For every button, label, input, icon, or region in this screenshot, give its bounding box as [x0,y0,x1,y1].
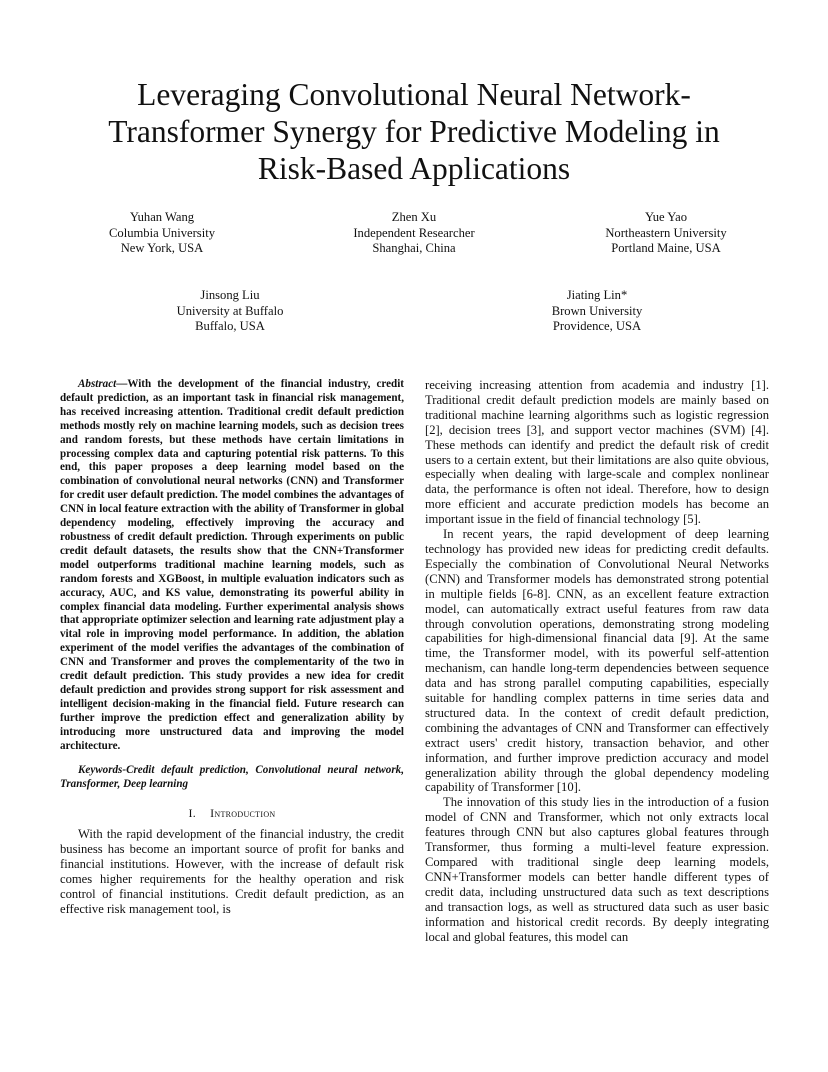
author-block [57,210,267,257]
abstract [60,378,404,753]
author-name: Yue Yao [645,210,687,224]
author-location: Portland Maine, USA [611,241,721,255]
abstract-text: —With the development of the financial industry, credit default prediction, as an important task in financial risk management, has received increasing attention. Traditional credit default prediction methods mostly rely on machine learning models, such as decision trees and random forests, but these methods have certain limitations in processing complex data and capturing potential risk patterns. To this end, this paper proposes a deep learning model based on the combination of convolutional neural networks (CNN) and Transformer for credit user default prediction. The model combines the advantages of CNN in local feature extraction with the ability of Transformer in global dependency modeling, effectively improving the accuracy and robustness of credit default prediction. Through experiments on public credit default datasets, the results show that the CNN+Transformer model outperforms traditional machine learning models, such as random forests and XGBoost, in multiple evaluation indicators such as accuracy, AUC, and KS value, demonstrating its powerful ability in complex financial data modeling. Further experimental analysis shows that appropriate optimizer selection and learning rate adjustment play a vital role in improving model performance. In addition, the ablation experiment of the model verifies the advantages of the combination of CNN and Transformer and proves the complementarity of the two in credit default prediction. This study provides a new idea for credit default prediction and provides strong support for risk assessment and intelligent decision-making in the financial field. Future research can further improve the prediction effect and generalization ability by introducing more unstructured data and improving the model architecture. [60,378,404,752]
title-line: Leveraging Convolutional Neural Network- [137,77,691,112]
left-column [60,378,404,917]
title-line: Transformer Synergy for Predictive Modeling in [108,114,720,149]
author-affiliation: Columbia University [109,225,215,240]
author-name: Yuhan Wang [129,210,195,224]
title-line: Risk-Based Applications [257,151,571,186]
author-name: Jinsong Liu [200,288,260,302]
author-location: Shanghai, China [372,241,456,255]
author-affiliation: Independent Researcher [353,225,475,240]
author-block [492,288,702,335]
author-block [309,210,519,257]
author-block [561,210,771,257]
right-column [425,378,769,944]
author-affiliation: Brown University [551,303,643,318]
author-affiliation: Northeastern University [605,225,727,240]
section-number: I. [188,806,197,821]
author-affiliation: University at Buffalo [176,303,284,318]
keywords-text: -Credit default prediction, Convolutional neural network, Transformer, Deep learning [60,764,404,791]
body-paragraph: In recent years, the rapid development of deep learning technology has provided new ideas for predicting credit defaults. Especially the combination of Convolutional Neural Networks (CNN) and Transformer models has demonstrated strong potential in multiple fields [6-8]. CNN, as an excellent feature extraction model, can automatically extract useful features from raw data through convolution operations, demonstrating strong modeling capabilities for high-dimensional financial data [9]. At the same time, the Transformer model, with its powerful self-attention mechanism, can handle long-term dependencies between sequence data and has strong parallel computing capabilities, especially suitable for handling complex patterns in time series data and structured data. In the context of credit default prediction, combining the advantages of CNN and Transformer can effectively extract users' credit history, transaction behavior, and other information, and further improve prediction accuracy and model generalization ability through the global dependency modeling capability of Transformer [10]. [425,527,769,795]
section-name: Introduction [210,806,276,821]
author-location: Buffalo, USA [195,319,265,333]
keywords [60,764,404,792]
body-paragraph: The innovation of this study lies in the introduction of a fusion model of CNN and Transformer, which not only extracts local features through CNN but also captures global features through Transformer, thus forming a multi-level feature expression. Compared with traditional single deep learning models, CNN+Transformer models can better handle different types of credit data, including unstructured data such as text descriptions and transaction logs, as well as structured data such as user basic information and historical credit records. By deeply integrating local and global features, this model can [425,795,769,944]
author-name: Zhen Xu [391,210,437,224]
abstract-label: Abstract [78,378,117,390]
author-location: New York, USA [120,241,204,255]
paper-title [60,76,768,187]
body-paragraph: With the rapid development of the financial industry, the credit business has become an important source of profit for banks and financial institutions. However, with the increase of default risk comes higher requirements for the healthy operation and risk control of financial institutions. Credit default prediction, as an effective risk management tool, is [60,827,404,916]
author-block [125,288,335,335]
author-location: Providence, USA [552,319,642,333]
author-name: Jiating Lin* [566,288,628,302]
keywords-label: Keywords [78,764,123,777]
body-paragraph: receiving increasing attention from academia and industry [1]. Traditional credit default prediction models are mainly based on traditional machine learning algorithms such as logistic regression [2], decision trees [3], and support vector machines (SVM) [4]. These methods can identify and predict the default risk of credit users to a certain extent, but their limitations are also quite obvious, especially when dealing with large-scale and complex nonlinear data, the performance is often not ideal. Therefore, how to design more efficient and accurate prediction models has become an important issue in the field of financial technology [5]. [425,378,769,527]
section-heading [60,806,404,821]
